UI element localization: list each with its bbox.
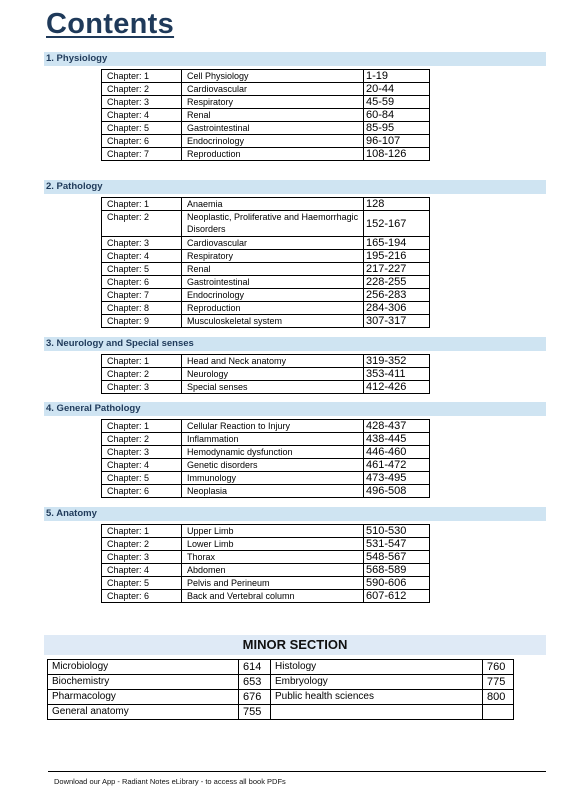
table-row[interactable] <box>102 459 430 472</box>
table-row[interactable] <box>102 590 430 603</box>
table-row[interactable] <box>102 237 430 250</box>
minor-section-heading: MINOR SECTION <box>44 635 546 655</box>
chapter-title: Gastrointestinal <box>182 276 364 289</box>
subject-name: Microbiology <box>48 660 239 675</box>
chapter-number: Chapter: 4 <box>102 109 182 122</box>
section-heading-pathology: 2. Pathology <box>44 180 546 194</box>
section-heading-physiology: 1. Physiology <box>44 52 546 66</box>
chapter-pages: 108-126 <box>364 148 430 161</box>
table-row[interactable] <box>102 70 430 83</box>
chapter-pages: 307-317 <box>364 315 430 328</box>
table-row[interactable] <box>102 83 430 96</box>
chapter-number: Chapter: 6 <box>102 276 182 289</box>
table-row[interactable] <box>48 690 514 705</box>
chapter-number: Chapter: 4 <box>102 250 182 263</box>
section-heading-neurology: 3. Neurology and Special senses <box>44 337 546 351</box>
table-row[interactable] <box>48 705 514 720</box>
chapter-title: Gastrointestinal <box>182 122 364 135</box>
chapter-title: Neoplasia <box>182 485 364 498</box>
chapter-title: Pelvis and Perineum <box>182 577 364 590</box>
chapter-title: Neurology <box>182 368 364 381</box>
table-row[interactable] <box>102 355 430 368</box>
table-row[interactable] <box>102 263 430 276</box>
table-row[interactable] <box>102 109 430 122</box>
chapter-title: Musculoskeletal system <box>182 315 364 328</box>
chapter-title: Cellular Reaction to Injury <box>182 420 364 433</box>
chapter-pages: 590-606 <box>364 577 430 590</box>
chapter-title: Renal <box>182 109 364 122</box>
chapter-number: Chapter: 6 <box>102 590 182 603</box>
table-row[interactable] <box>102 577 430 590</box>
subject-page: 653 <box>239 675 271 690</box>
chapter-number: Chapter: 1 <box>102 420 182 433</box>
chapter-pages: 438-445 <box>364 433 430 446</box>
chapter-pages: 20-44 <box>364 83 430 96</box>
chapter-pages: 353-411 <box>364 368 430 381</box>
chapter-pages: 60-84 <box>364 109 430 122</box>
chapter-title: Lower Limb <box>182 538 364 551</box>
table-row[interactable] <box>102 381 430 394</box>
chapter-number: Chapter: 7 <box>102 148 182 161</box>
chapter-title: Back and Vertebral column <box>182 590 364 603</box>
chapter-pages: 85-95 <box>364 122 430 135</box>
subject-page: 676 <box>239 690 271 705</box>
section-heading-general-pathology: 4. General Pathology <box>44 402 546 416</box>
table-row[interactable] <box>102 96 430 109</box>
table-row[interactable] <box>102 250 430 263</box>
chapter-title: Thorax <box>182 551 364 564</box>
chapter-pages: 228-255 <box>364 276 430 289</box>
chapter-number: Chapter: 2 <box>102 433 182 446</box>
chapter-number: Chapter: 3 <box>102 96 182 109</box>
chapter-number: Chapter: 5 <box>102 263 182 276</box>
subject-name: Biochemistry <box>48 675 239 690</box>
chapter-pages: 195-216 <box>364 250 430 263</box>
chapter-pages: 510-530 <box>364 525 430 538</box>
chapter-table-neurology <box>101 354 430 394</box>
chapter-number: Chapter: 3 <box>102 446 182 459</box>
table-row[interactable] <box>102 211 430 237</box>
chapter-title: Cardiovascular <box>182 237 364 250</box>
chapter-title: Endocrinology <box>182 135 364 148</box>
chapter-number: Chapter: 5 <box>102 577 182 590</box>
chapter-number: Chapter: 4 <box>102 564 182 577</box>
table-row[interactable] <box>102 538 430 551</box>
table-row[interactable] <box>48 660 514 675</box>
chapter-title: Cell Physiology <box>182 70 364 83</box>
subject-name: Pharmacology <box>48 690 239 705</box>
chapter-pages: 548-567 <box>364 551 430 564</box>
table-row[interactable] <box>102 289 430 302</box>
table-row[interactable] <box>102 525 430 538</box>
table-row[interactable] <box>102 446 430 459</box>
subject-page: 755 <box>239 705 271 720</box>
chapter-pages: 412-426 <box>364 381 430 394</box>
chapter-number: Chapter: 8 <box>102 302 182 315</box>
table-row[interactable] <box>102 135 430 148</box>
chapter-pages: 1-19 <box>364 70 430 83</box>
table-row[interactable] <box>102 551 430 564</box>
section-heading-anatomy: 5. Anatomy <box>44 507 546 521</box>
page-title: Contents <box>46 8 175 40</box>
chapter-pages: 217-227 <box>364 263 430 276</box>
chapter-pages: 568-589 <box>364 564 430 577</box>
subject-page: 800 <box>483 690 514 705</box>
chapter-title: Cardiovascular <box>182 83 364 96</box>
chapter-title: Abdomen <box>182 564 364 577</box>
chapter-pages: 473-495 <box>364 472 430 485</box>
chapter-pages: 152-167 <box>364 211 430 237</box>
chapter-pages: 531-547 <box>364 538 430 551</box>
chapter-table-pathology <box>101 197 430 328</box>
chapter-title: Hemodynamic dysfunction <box>182 446 364 459</box>
chapter-number: Chapter: 1 <box>102 355 182 368</box>
chapter-number: Chapter: 1 <box>102 525 182 538</box>
footer-divider <box>48 771 546 772</box>
chapter-pages: 96-107 <box>364 135 430 148</box>
chapter-title: Reproduction <box>182 302 364 315</box>
subject-page: 614 <box>239 660 271 675</box>
chapter-table-physiology <box>101 69 430 161</box>
chapter-title: Neoplastic, Proliferative and Haemorrhagic Disorders <box>182 211 364 237</box>
table-row[interactable] <box>102 302 430 315</box>
chapter-number: Chapter: 9 <box>102 315 182 328</box>
chapter-pages: 284-306 <box>364 302 430 315</box>
chapter-number: Chapter: 3 <box>102 551 182 564</box>
minor-section-table <box>47 659 514 720</box>
chapter-pages: 607-612 <box>364 590 430 603</box>
chapter-title: Special senses <box>182 381 364 394</box>
chapter-pages: 496-508 <box>364 485 430 498</box>
chapter-title: Genetic disorders <box>182 459 364 472</box>
chapter-title: Respiratory <box>182 96 364 109</box>
chapter-number: Chapter: 1 <box>102 198 182 211</box>
subject-name: General anatomy <box>48 705 239 720</box>
chapter-number: Chapter: 5 <box>102 472 182 485</box>
subject-name: Histology <box>271 660 483 675</box>
chapter-number: Chapter: 1 <box>102 70 182 83</box>
table-row[interactable] <box>102 276 430 289</box>
table-row[interactable] <box>48 675 514 690</box>
table-row[interactable] <box>102 122 430 135</box>
table-row[interactable] <box>102 472 430 485</box>
subject-name: Embryology <box>271 675 483 690</box>
chapter-pages: 128 <box>364 198 430 211</box>
chapter-number: Chapter: 6 <box>102 135 182 148</box>
chapter-title: Renal <box>182 263 364 276</box>
table-row[interactable] <box>102 433 430 446</box>
chapter-table-general-pathology <box>101 419 430 498</box>
chapter-number: Chapter: 7 <box>102 289 182 302</box>
subject-page <box>483 705 514 720</box>
chapter-title: Endocrinology <box>182 289 364 302</box>
chapter-title: Inflammation <box>182 433 364 446</box>
subject-name <box>271 705 483 720</box>
chapter-number: Chapter: 2 <box>102 83 182 96</box>
chapter-number: Chapter: 3 <box>102 237 182 250</box>
chapter-pages: 165-194 <box>364 237 430 250</box>
chapter-number: Chapter: 3 <box>102 381 182 394</box>
chapter-number: Chapter: 2 <box>102 211 182 237</box>
chapter-pages: 428-437 <box>364 420 430 433</box>
chapter-pages: 446-460 <box>364 446 430 459</box>
subject-page: 775 <box>483 675 514 690</box>
chapter-number: Chapter: 2 <box>102 538 182 551</box>
table-row[interactable] <box>102 315 430 328</box>
table-row[interactable] <box>102 485 430 498</box>
chapter-pages: 461-472 <box>364 459 430 472</box>
table-row[interactable] <box>102 148 430 161</box>
chapter-title: Respiratory <box>182 250 364 263</box>
table-row[interactable] <box>102 420 430 433</box>
chapter-number: Chapter: 5 <box>102 122 182 135</box>
footer-note: Download our App - Radiant Notes eLibrary - to access all book PDFs <box>54 777 286 786</box>
table-row[interactable] <box>102 368 430 381</box>
chapter-title: Anaemia <box>182 198 364 211</box>
chapter-table-anatomy <box>101 524 430 603</box>
chapter-title: Upper Limb <box>182 525 364 538</box>
table-row[interactable] <box>102 198 430 211</box>
chapter-number: Chapter: 4 <box>102 459 182 472</box>
chapter-number: Chapter: 6 <box>102 485 182 498</box>
chapter-title: Head and Neck anatomy <box>182 355 364 368</box>
chapter-pages: 256-283 <box>364 289 430 302</box>
subject-name: Public health sciences <box>271 690 483 705</box>
chapter-title: Reproduction <box>182 148 364 161</box>
table-row[interactable] <box>102 564 430 577</box>
chapter-pages: 45-59 <box>364 96 430 109</box>
chapter-number: Chapter: 2 <box>102 368 182 381</box>
chapter-title: Immunology <box>182 472 364 485</box>
chapter-pages: 319-352 <box>364 355 430 368</box>
subject-page: 760 <box>483 660 514 675</box>
